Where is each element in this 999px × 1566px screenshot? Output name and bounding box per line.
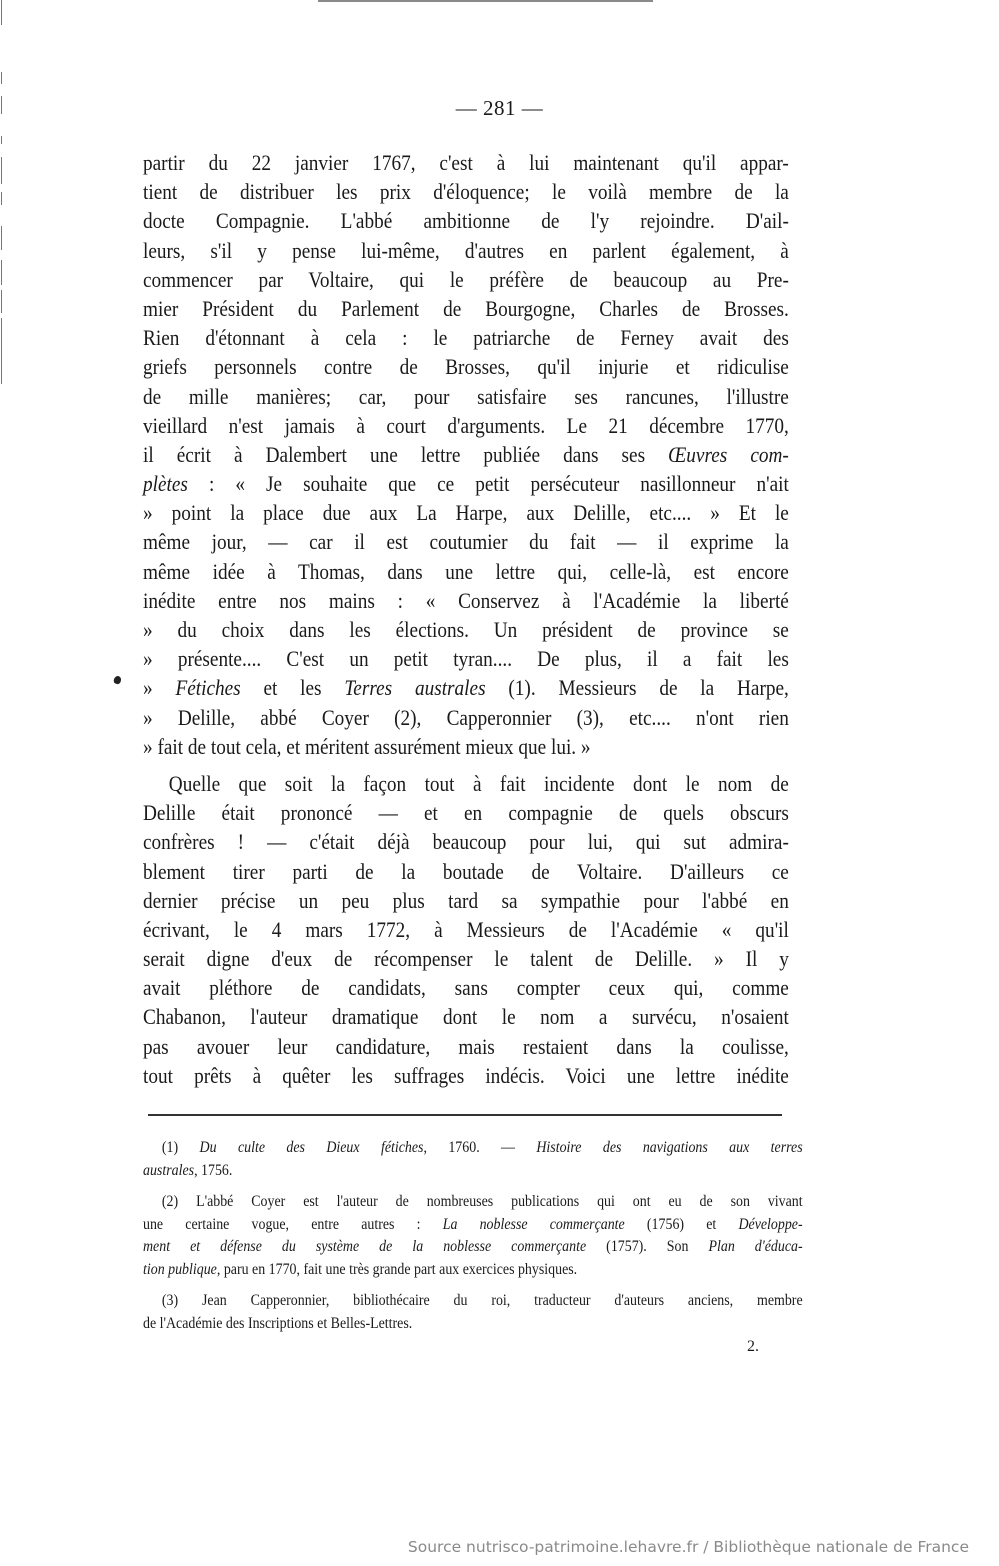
footnote-marker: (3): [161, 1291, 179, 1309]
text-run: , paru en 1770, fait une très grande part aux exercices physiques.: [216, 1259, 578, 1278]
scan-top-border: [318, 0, 653, 2]
text-run: : « Je souhaite que ce petit persécuteur nasillonneur n'ait: [187, 471, 789, 497]
text-line: mier Président du Parlement de Bourgogne, Charles de Brosses.: [143, 295, 789, 321]
text-line: leurs, s'il y pense lui-même, d'autres en parlent également, à: [143, 237, 789, 263]
text-run: (1). Messieurs de la Harpe,: [485, 675, 789, 701]
text-line: commencer par Voltaire, qui le préfère de beaucoup au Pre-: [143, 266, 789, 292]
footnote-separator: [148, 1114, 782, 1116]
italic-title: Histoire des navigations aux terres: [536, 1138, 803, 1156]
italic-title: Terres australes: [344, 675, 486, 701]
footnote-line: de l'Académie des Inscriptions et Belles-Lettres.: [143, 1313, 413, 1332]
italic-title: Fétiches: [175, 675, 241, 701]
body-text: [143, 148, 789, 1090]
text-run: Jean Capperonnier, bibliothécaire du roi, traducteur d'auteurs anciens, membre: [202, 1291, 803, 1309]
italic-title: australes: [143, 1160, 195, 1179]
text-line: [143, 673, 789, 702]
text-line: dernier précise un peu plus tard sa sympathie pour l'abbé en: [143, 887, 789, 913]
text-line: [143, 440, 789, 469]
text-run: (1757). Son: [586, 1237, 709, 1255]
footnotes: [143, 1136, 803, 1334]
text-line: [143, 469, 789, 498]
italic-title: Développe-: [738, 1214, 803, 1233]
italic-title: ment et défense du système de la noblesse commerçante: [143, 1237, 587, 1255]
footnote-2: [143, 1190, 803, 1280]
italic-title: Plan d'éduca-: [708, 1237, 803, 1255]
text-run: il écrit à Dalembert une lettre publiée dans ses: [143, 441, 669, 467]
footnote-line: [143, 1235, 803, 1258]
text-line: » fait de tout cela, et méritent assurément mieux que lui. »: [143, 733, 591, 759]
text-line: griefs personnels contre de Brosses, qu'il injurie et ridiculise: [143, 354, 789, 380]
margin-ink-mark: [113, 675, 122, 685]
text-line: Quelle que soit la façon tout à fait incidente dont le nom de: [168, 770, 789, 796]
text-line: confrères ! — c'était déjà beaucoup pour lui, qui sut admira-: [143, 829, 789, 855]
text-line: tient de distribuer les prix d'éloquence; le voilà membre de la: [143, 179, 789, 205]
scan-left-edge-marks: [1, 0, 3, 470]
text-run: et les: [240, 675, 345, 701]
text-run: une certaine vogue, entre autres :: [143, 1214, 443, 1233]
italic-title: Du culte des Dieux fétiches: [199, 1138, 424, 1156]
text-line: écrivant, le 4 mars 1772, à Messieurs de l'Académie « qu'il: [143, 916, 789, 942]
footnote-marker: (1): [161, 1138, 179, 1156]
text-line: même jour, — car il est coutumier du fait — il exprime la: [143, 529, 789, 555]
footnote-3: [143, 1289, 803, 1334]
signature-mark: 2.: [747, 1338, 759, 1355]
italic-title: plètes: [143, 471, 188, 497]
footnote-marker: (2): [161, 1192, 179, 1210]
footnote-line: [143, 1213, 803, 1236]
text-run: , 1760. —: [423, 1138, 537, 1156]
footnote-1: [143, 1136, 803, 1181]
text-run: , 1756.: [194, 1160, 233, 1179]
text-line: docte Compagnie. L'abbé ambitionne de l'y rejoindre. D'ail-: [143, 208, 789, 234]
text-line: Delille était prononcé — et en compagnie de quels obscurs: [143, 800, 789, 826]
footnote-line: [143, 1190, 803, 1213]
source-credit: Source nutrisco-patrimoine.lehavre.fr / Bibliothèque nationale de France: [407, 1538, 969, 1556]
text-line: même idée à Thomas, dans une lettre qui, celle-là, est encore: [143, 558, 789, 584]
page-number: — 281 —: [455, 96, 544, 120]
text-line: partir du 22 janvier 1767, c'est à lui maintenant qu'il appar-: [143, 150, 789, 175]
text-line: tout prêts à quêter les suffrages indécis. Voici une lettre inédite: [143, 1062, 789, 1088]
text-line: serait digne d'eux de récompenser le talent de Delille. » Il y: [143, 946, 789, 972]
text-line: » Delille, abbé Coyer (2), Capperonnier (3), etc.... n'ont rien: [143, 704, 789, 730]
text-line: » du choix dans les élections. Un président de province se: [143, 617, 789, 642]
footnote-line: [143, 1258, 803, 1281]
footnote-line: [143, 1159, 803, 1182]
text-line: pas avouer leur candidature, mais restaient dans la coulisse,: [143, 1033, 789, 1059]
italic-title: Œuvres com-: [668, 441, 789, 467]
text-run: (1756) et: [624, 1214, 739, 1233]
text-line: inédite entre nos mains : « Conservez à l'Académie la liberté: [143, 587, 789, 613]
italic-title: La noblesse commerçante: [442, 1214, 625, 1233]
text-run: »: [143, 675, 176, 701]
paragraph-1: [143, 148, 789, 761]
text-line: blement tirer parti de la boutade de Voltaire. D'ailleurs ce: [143, 858, 789, 884]
text-line: » point la place due aux La Harpe, aux Delille, etc.... » Et le: [143, 500, 789, 526]
text-line: avait pléthore de candidats, sans compter ceux qui, comme: [143, 975, 789, 1001]
footnote-line: [143, 1136, 803, 1159]
text-line: vieillard n'est jamais à court d'arguments. Le 21 décembre 1770,: [143, 412, 789, 438]
text-run: L'abbé Coyer est l'auteur de nombreuses publications qui ont eu de son vivant: [196, 1192, 803, 1210]
footnote-line: [143, 1289, 803, 1312]
text-line: Rien d'étonnant à cela : le patriarche de Ferney avait des: [143, 325, 789, 351]
paragraph-2: [143, 769, 789, 1090]
italic-title: tion publique: [143, 1259, 217, 1278]
text-line: » présente.... C'est un petit tyran.... De plus, il a fait les: [143, 646, 789, 672]
text-line: Chabanon, l'auteur dramatique dont le nom a survécu, n'osaient: [143, 1004, 789, 1030]
text-line: de mille manières; car, pour satisfaire ses rancunes, l'illustre: [143, 383, 789, 409]
